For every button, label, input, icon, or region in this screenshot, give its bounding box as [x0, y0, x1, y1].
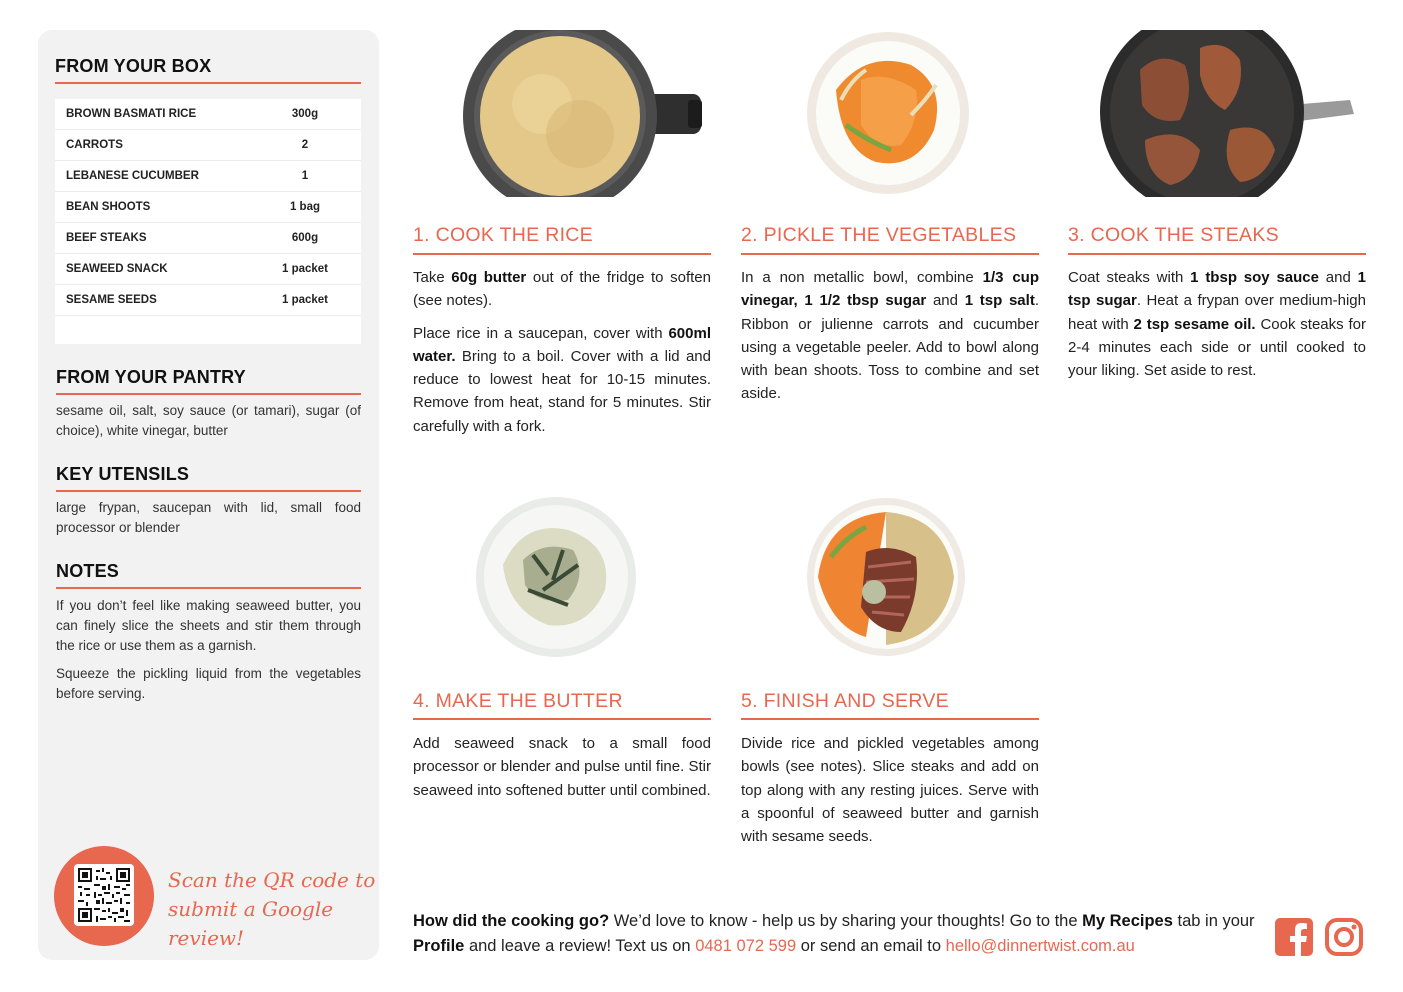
step-text: and	[1318, 269, 1358, 286]
instagram-icon[interactable]	[1325, 918, 1363, 956]
section-divider	[56, 393, 361, 395]
footer-text: and leave a review! Text us on	[464, 937, 696, 955]
ingredient-qty: 1	[301, 170, 309, 182]
ingredient-name: BROWN BASMATI RICE	[66, 108, 197, 120]
step-paragraph	[741, 732, 1039, 848]
step-body	[741, 266, 1039, 415]
step-text: Bring to a boil. Cover with a lid and reduce to lowest heat for 10-15 minutes. Remove from heat, stand for 5 minutes. Stir carefully with a fork.	[413, 347, 711, 435]
ingredient-qty: 600g	[291, 232, 319, 244]
facebook-icon[interactable]	[1275, 918, 1313, 956]
ingredient-name: BEEF STEAKS	[66, 232, 147, 244]
step-key-quantity: 1/3 cup vinegar, 1 1/2 tbsp sugar	[741, 269, 1039, 310]
ingredient-name: SESAME SEEDS	[66, 294, 157, 306]
qr-badge	[54, 846, 154, 946]
step-key-quantity: 1 tsp sugar	[1068, 269, 1366, 310]
footer-text: We’d love to know - help us by sharing your thoughts! Go to the	[609, 912, 1083, 930]
ingredient-qty: 1 bag	[289, 201, 321, 213]
ingredient-row	[55, 192, 361, 223]
pantry-text: sesame oil, salt, soy sauce (or tamari), sugar (of choice), white vinegar, butter	[56, 403, 361, 438]
notes-title: NOTES	[56, 561, 120, 581]
step-text: and	[926, 292, 965, 310]
step-text: Divide rice and pickled vegetables among bowls (see notes). Slice steaks and add on top along with any resting juices. Serve with a spoonful of seaweed butter and garnish with sesame seeds.	[741, 735, 1039, 846]
profile-label: Profile	[413, 937, 465, 955]
ingredient-row	[55, 223, 361, 254]
step-paragraph	[413, 322, 711, 438]
step-body	[413, 732, 711, 811]
from-your-box-title: FROM YOUR BOX	[55, 56, 212, 76]
qr-review-caption	[168, 866, 379, 953]
footer-text: tab in your	[1172, 912, 1255, 930]
notes-paragraph: If you don’t feel like making seaweed butter, you can finely slice the sheets and stir them through the rice or use them as a garnish.	[56, 598, 361, 653]
step-title: 2. PICKLE THE VEGETABLES	[741, 224, 1017, 246]
ingredient-row	[55, 99, 361, 130]
from-your-pantry-title: FROM YOUR PANTRY	[56, 367, 246, 387]
steaks-frypan-image	[1100, 30, 1356, 197]
ingredient-qty: 1 packet	[281, 294, 329, 306]
step-title: 4. MAKE THE BUTTER	[413, 690, 623, 712]
ingredient-row	[55, 130, 361, 161]
step-text: In a non metallic bowl, combine	[741, 269, 983, 286]
step-divider	[1068, 253, 1366, 255]
step-text: Place rice in a saucepan, cover with	[413, 324, 669, 342]
step-text: Add seaweed snack to a small food processor or blender and pulse until fine. Stir seaweed into softened butter until combined.	[413, 735, 711, 799]
step-text: Coat steaks with	[1068, 269, 1191, 286]
step-text: Cook steaks for 2-4 minutes each side or until cooked to your liking. Set aside to rest.	[1068, 315, 1366, 380]
step-paragraph	[413, 266, 711, 313]
box-ingredients-table	[55, 99, 361, 344]
step-paragraph	[741, 266, 1039, 406]
qr-code-icon	[78, 868, 130, 922]
step-title: 1. COOK THE RICE	[413, 224, 593, 246]
step-key-quantity: 1 tsp salt	[964, 292, 1035, 310]
step-title: 5. FINISH AND SERVE	[741, 690, 949, 712]
ingredient-qty: 300g	[291, 108, 319, 120]
step-body	[741, 732, 1039, 857]
step-divider	[413, 253, 711, 255]
my-recipes-label: My Recipes	[1082, 912, 1173, 930]
section-divider	[56, 490, 361, 492]
step-text: . Ribbon or julienne carrots and cucumber using a vegetable peeler. Add to bowl along with bean shoots. Toss to combine and set aside.	[741, 292, 1039, 403]
step-text: out of the fridge to soften (see notes).	[413, 269, 711, 310]
ingredient-row	[55, 285, 361, 316]
ingredient-name: LEBANESE CUCUMBER	[66, 170, 199, 182]
utensils-text: large frypan, saucepan with lid, small food processor or blender	[56, 500, 361, 535]
seaweed-butter-bowl-image	[473, 495, 639, 659]
section-divider	[55, 82, 361, 84]
key-utensils-title: KEY UTENSILS	[56, 464, 190, 484]
step-paragraph	[413, 732, 711, 802]
step-key-quantity: 600ml water.	[413, 324, 711, 365]
step-key-quantity: 60g butter	[451, 269, 527, 286]
notes-paragraph: Squeeze the pickling liquid from the vegetables before serving.	[56, 666, 361, 701]
email-link[interactable]: hello@dinnertwist.com.au	[945, 937, 1135, 955]
step-body	[1068, 266, 1366, 391]
ingredient-qty: 2	[301, 139, 309, 151]
ingredient-name: CARROTS	[66, 139, 123, 151]
step-divider	[741, 253, 1039, 255]
pickled-vegetables-bowl-image	[806, 30, 970, 196]
step-title: 3. COOK THE STEAKS	[1068, 224, 1279, 246]
ingredient-row	[55, 254, 361, 285]
plated-dish-image	[806, 497, 966, 657]
step-paragraph	[1068, 266, 1366, 382]
qr-code[interactable]	[74, 864, 134, 926]
footer-question: How did the cooking go?	[413, 912, 610, 930]
qr-caption-line: Scan the QR code to	[168, 868, 376, 892]
feedback-footer	[413, 909, 1263, 959]
ingredient-row	[55, 161, 361, 192]
qr-caption-line: submit a Google review!	[168, 897, 334, 950]
step-key-quantity: 2 tsp sesame oil.	[1133, 315, 1256, 333]
step-divider	[741, 718, 1039, 720]
step-key-quantity: 1 tbsp soy sauce	[1190, 269, 1319, 286]
ingredient-name: SEAWEED SNACK	[66, 263, 168, 275]
rice-pot-image	[460, 30, 705, 197]
step-body	[413, 266, 711, 447]
step-divider	[413, 718, 711, 720]
ingredients-sidebar	[38, 30, 379, 960]
step-text: Take	[413, 269, 452, 286]
phone-link[interactable]: 0481 072 599	[695, 937, 797, 955]
section-divider	[56, 587, 361, 589]
ingredient-qty: 1 packet	[281, 263, 329, 275]
footer-text: or send an email to	[796, 937, 946, 955]
step-text: . Heat a frypan over medium-high heat with	[1068, 292, 1366, 333]
ingredient-name: BEAN SHOOTS	[66, 201, 151, 213]
